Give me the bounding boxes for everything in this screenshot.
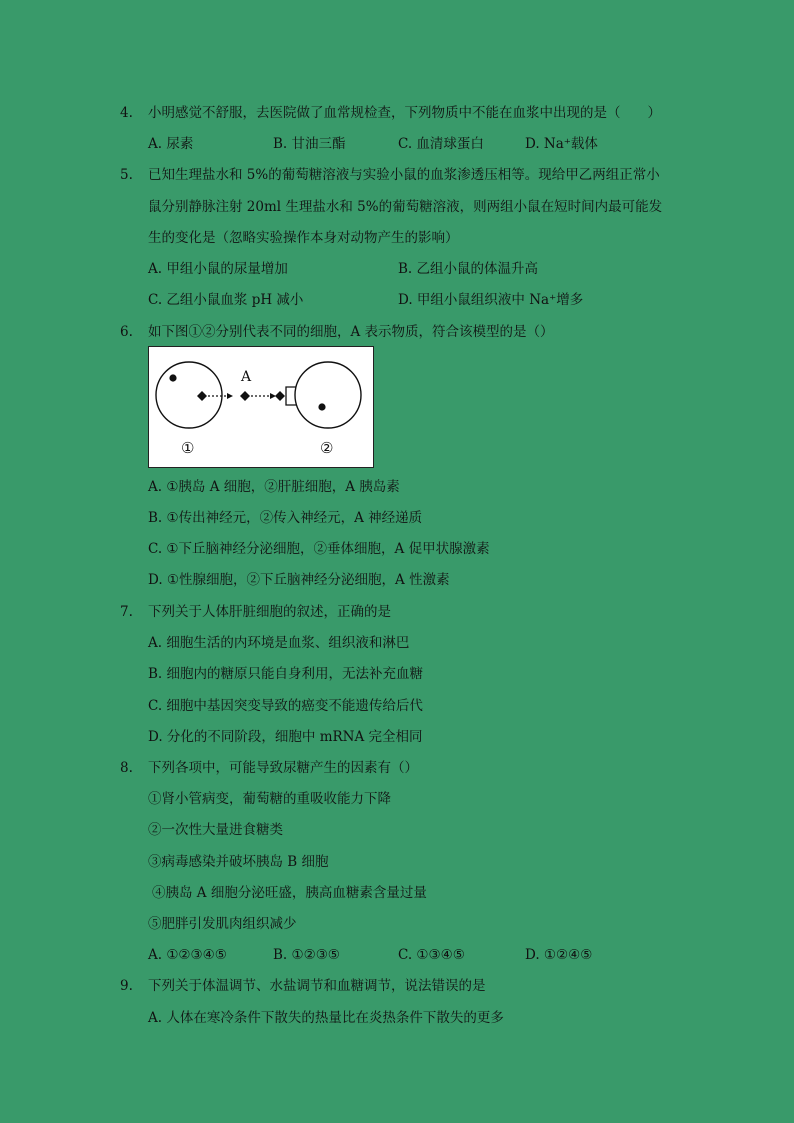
question-5-option-d: D. 甲组小鼠组织液中 Na⁺增多 [398,292,584,308]
question-5-option-c: C. 乙组小鼠血浆 pH 减小 [148,292,304,308]
question-8-item-2: ②一次性大量进食糖类 [148,822,283,838]
question-8-item-1: ①肾小管病变，葡萄糖的重吸收能力下降 [148,791,391,807]
question-4-option-a: A. 尿素 [148,136,194,152]
question-7-option-a: A. 细胞生活的内环境是血浆、组织液和淋巴 [148,635,410,651]
question-5-option-a: A. 甲组小鼠的尿量增加 [148,261,288,277]
question-4-option-d: D. Na⁺载体 [525,136,598,152]
question-7-stem: 下列关于人体肝脏细胞的叙述，正确的是 [148,604,391,620]
question-6-option-a: A. ①胰岛 A 细胞，②肝脏细胞，A 胰岛素 [148,479,400,495]
label-cell-2: ② [320,439,334,457]
question-7-option-c: C. 细胞中基因突变导致的癌变不能遗传给后代 [148,698,423,714]
cell-1-nucleus [169,374,176,381]
question-8-option-c: C. ①③④⑤ [398,947,465,963]
question-8-option-d: D. ①②④⑤ [525,947,593,963]
question-6-option-c: C. ①下丘脑神经分泌细胞，②垂体细胞，A 促甲状腺激素 [148,541,490,557]
question-8-item-5: ⑤肥胖引发肌肉组织减少 [148,916,297,932]
cell-signaling-diagram [148,346,374,468]
question-7-number: 7. [120,604,133,620]
question-4-stem: 小明感觉不舒服，去医院做了血常规检查，下列物质中不能在血浆中出现的是（ ） [148,105,661,121]
question-9-number: 9. [120,978,133,994]
question-8-item-4: ④胰岛 A 细胞分泌旺盛，胰高血糖素含量过量 [152,885,427,901]
cell-1-circle [156,362,222,428]
question-5-stem-line-1: 已知生理盐水和 5%的葡萄糖溶液与实验小鼠的血浆渗透压相等。现给甲乙两组正常小 [148,167,660,183]
question-6-option-d: D. ①性腺细胞，②下丘脑神经分泌细胞，A 性激素 [148,572,450,588]
question-8-item-3: ③病毒感染并破坏胰岛 B 细胞 [148,854,329,870]
question-6-number: 6. [120,324,133,340]
question-5-stem-line-2: 鼠分别静脉注射 20ml 生理盐水和 5%的葡萄糖溶液，则两组小鼠在短时间内最可能发 [148,199,663,215]
substance-a-at-receptor [275,391,285,401]
question-9-option-a: A. 人体在寒冷条件下散失的热量比在炎热条件下散失的更多 [148,1010,504,1026]
question-5-option-b: B. 乙组小鼠的体温升高 [398,261,539,277]
question-5-stem-line-3: 生的变化是（忽略实验操作本身对动物产生的影响） [148,230,459,246]
cell-2-nucleus [318,403,325,410]
question-9-stem: 下列关于体温调节、水盐调节和血糖调节，说法错误的是 [148,978,486,994]
arrow-1-head [227,393,233,399]
question-7-option-d: D. 分化的不同阶段，细胞中 mRNA 完全相同 [148,729,423,745]
question-8-option-b: B. ①②③⑤ [273,947,340,963]
substance-a-between [240,391,250,401]
substance-a-in-cell-1 [197,391,207,401]
question-8-stem: 下列各项中，可能导致尿糖产生的因素有（） [148,760,418,776]
question-4-option-b: B. 甘油三酯 [273,136,346,152]
question-4-number: 4. [120,105,133,121]
label-cell-1: ① [181,439,195,457]
question-4-option-c: C. 血清球蛋白 [398,136,484,152]
question-6-option-b: B. ①传出神经元，②传入神经元，A 神经递质 [148,510,423,526]
cell-2-circle [295,362,361,428]
question-8-option-a: A. ①②③④⑤ [148,947,227,963]
question-8-number: 8. [120,760,133,776]
question-5-number: 5. [120,167,133,183]
question-6-stem: 如下图①②分别代表不同的细胞，A 表示物质，符合该模型的是（） [148,324,554,340]
question-7-option-b: B. 细胞内的糖原只能自身利用，无法补充血糖 [148,666,424,682]
label-a: A [241,369,252,385]
